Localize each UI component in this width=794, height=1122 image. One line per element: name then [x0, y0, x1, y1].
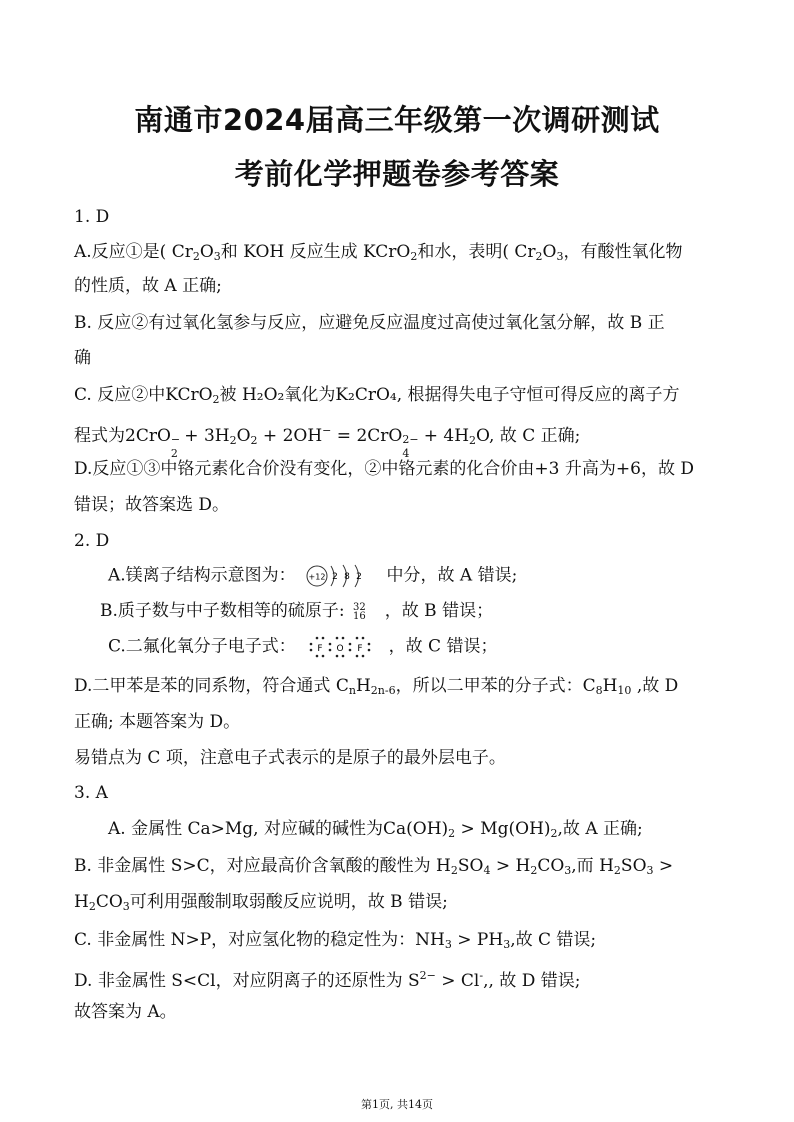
- of2-electron-formula: [307, 635, 373, 659]
- page-title: 南通市2024届高三年级第一次调研测试: [134, 103, 660, 137]
- lewis-o-center: O: [336, 644, 344, 654]
- q2-option-a: A.镁离子结构示意图为： +12 2 8 2 中分，故 A 错误;: [108, 562, 517, 590]
- q1-option-c-line2: 程式为2CrO − 2 + $3H_2O_2 + 2OH^- = 2CrO$ 2− 4 + $4H_2O$, 故 C 正确;: [74, 424, 581, 460]
- q1-option-a-line2: 的性质，故 A 正确;: [74, 276, 222, 296]
- q1-option-b-line2: 确: [74, 348, 91, 368]
- sulfur-isotope-notation: 32 16: [353, 601, 366, 622]
- q1-option-a-line1: A.反应①是( $Cr_2O_3$和 KOH 反应生成 KCrO$_2$和水，表明( $Cr_2O_3$，有酸性氧化物: [74, 242, 683, 263]
- page-subtitle: 考前化学押题卷参考答案: [234, 157, 560, 191]
- q2-option-b: B.质子数与中子数相等的硫原子: 32 16 ，故 B 错误；: [100, 601, 494, 622]
- mg-shell-1-label: 2: [332, 572, 338, 582]
- q2-note: 易错点为 C 项，注意电子式表示的是原子的最外层电子。: [74, 748, 506, 768]
- q2-option-c: C.二氟化氧分子电子式： F O F ，故 C 错误；: [108, 635, 497, 659]
- q2-option-d-line2: 正确; 本题答案为 D。: [74, 712, 241, 732]
- q3-option-b-line2: $H_2CO_3$可利用强酸制取弱酸反应说明，故 B 错误;: [74, 892, 448, 913]
- q1-option-d-line1: D.反应①③中铬元素化合价没有变化，②中铬元素的化合价由+3 升高为+6，故 D: [74, 459, 694, 479]
- lewis-f-left: F: [317, 644, 323, 654]
- lewis-f-right: F: [357, 644, 363, 654]
- q3-option-d: D. 非金属性 S<Cl，对应阴离子的还原性为 $S^{2-} > Cl^-$,, 故 D 错误;: [74, 969, 581, 991]
- q3-option-b-line1: B. 非金属性 S>C，对应最高价含氧酸的酸性为 $H_2SO_4 > H_2CO_3$,而 $H_2SO_3$ >: [74, 856, 674, 877]
- q3-option-a: A. 金属性 Ca>Mg, 对应碱的碱性为$Ca(OH)_2 > Mg(OH)_2$,故 A 正确;: [108, 819, 643, 840]
- q1-option-b-line1: B. 反应②有过氧化氢参与反应，应避免反应温度过高使过氧化氢分解，故 B 正: [74, 313, 665, 333]
- q3-answer: 3. A: [74, 783, 108, 803]
- q1-option-c-line1: C. 反应②中KCrO$_2$被 H₂O₂氧化为K₂CrO₄, 根据得失电子守恒可得反应的离子方: [74, 385, 680, 406]
- mg-shell-3-label: 2: [356, 572, 362, 582]
- mg-nucleus-label: +12: [308, 572, 326, 582]
- q1-answer: 1. D: [74, 207, 110, 227]
- mg-ion-structure-diagram: [305, 562, 371, 590]
- q3-final-answer: 故答案为 A。: [74, 1002, 177, 1022]
- q1-option-d-line2: 错误；故答案选 D。: [74, 495, 230, 515]
- q2-answer: 2. D: [74, 531, 110, 551]
- mg-shell-2-label: 8: [344, 572, 350, 582]
- q3-option-c: C. 非金属性 N>P，对应氢化物的稳定性为：$NH_3 > PH_3$,故 C 错误;: [74, 930, 597, 951]
- page-number-footer: 第1页, 共14页: [361, 1098, 433, 1111]
- q2-option-d-line1: D.二甲苯是苯的同系物，符合通式 $C_nH_{2n-6}$，所以二甲苯的分子式：$C_8H_{10}$ ,故 D: [74, 676, 679, 697]
